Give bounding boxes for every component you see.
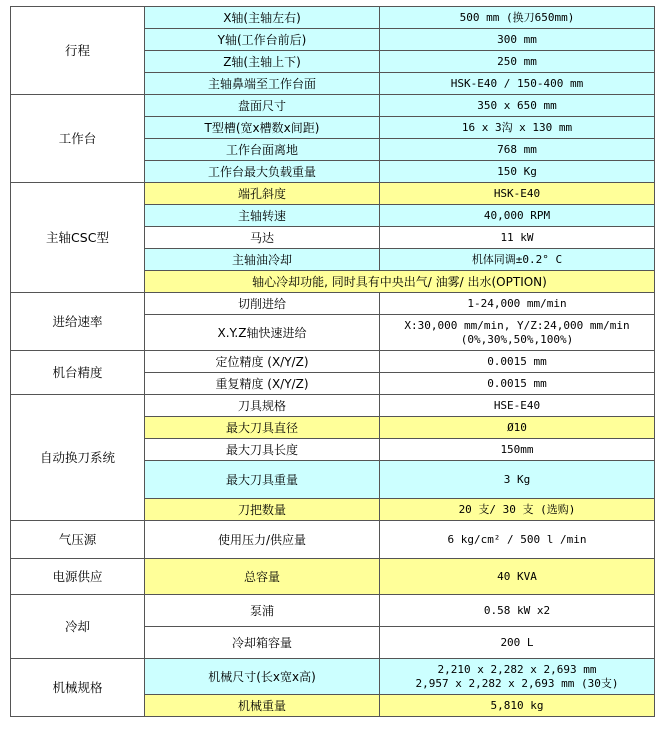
- spec-row: [11, 95, 655, 117]
- spec-value-cell: HSK-E40: [380, 183, 655, 205]
- spec-value-cell: [380, 659, 655, 695]
- spec-label-cell: 工作台面离地: [145, 139, 380, 161]
- spec-value-cell: Ø10: [380, 417, 655, 439]
- spec-value-cell: 200 L: [380, 627, 655, 659]
- spec-note-cell: 轴心冷却功能, 同时具有中央出气/ 油雾/ 出水(OPTION): [145, 271, 655, 293]
- spec-row: [11, 521, 655, 559]
- spec-row: [11, 595, 655, 627]
- spec-row: [11, 659, 655, 695]
- spec-label-cell: 切削进给: [145, 293, 380, 315]
- spec-value-cell: 1-24,000 mm/min: [380, 293, 655, 315]
- spec-value-cell: 6 kg/cm² / 500 l /min: [380, 521, 655, 559]
- category-cell: 行程: [11, 7, 145, 95]
- spec-label-cell: 端孔斜度: [145, 183, 380, 205]
- spec-value-cell: 5,810 kg: [380, 695, 655, 717]
- category-cell: 机台精度: [11, 351, 145, 395]
- spec-row: [11, 351, 655, 373]
- spec-value-cell: 0.0015 mm: [380, 373, 655, 395]
- spec-table: [10, 6, 655, 717]
- category-cell: 机械规格: [11, 659, 145, 717]
- spec-value-cell: 350 x 650 mm: [380, 95, 655, 117]
- spec-value-cell: 3 Kg: [380, 461, 655, 499]
- spec-value-cell: 150 Kg: [380, 161, 655, 183]
- spec-value-cell: [380, 315, 655, 351]
- spec-label-cell: 主轴转速: [145, 205, 380, 227]
- spec-label-cell: 最大刀具长度: [145, 439, 380, 461]
- spec-value-line: 2,957 x 2,282 x 2,693 mm (30支): [415, 676, 619, 690]
- category-cell: 冷却: [11, 595, 145, 659]
- spec-label-cell: X.Y.Z轴快速进给: [145, 315, 380, 351]
- category-cell: 自动换刀系统: [11, 395, 145, 521]
- spec-value-cell: 40,000 RPM: [380, 205, 655, 227]
- spec-row: [11, 7, 655, 29]
- spec-value-cell: HSK-E40 / 150-400 mm: [380, 73, 655, 95]
- spec-label-cell: 最大刀具重量: [145, 461, 380, 499]
- spec-value-cell: 300 mm: [380, 29, 655, 51]
- spec-value-cell: 机体同调±0.2° C: [380, 249, 655, 271]
- spec-value-cell: 11 kW: [380, 227, 655, 249]
- spec-table-body: [11, 7, 655, 717]
- spec-value-cell: 250 mm: [380, 51, 655, 73]
- category-cell: 主轴CSC型: [11, 183, 145, 293]
- spec-label-cell: 使用压力/供应量: [145, 521, 380, 559]
- spec-value-line: 2,210 x 2,282 x 2,693 mm: [437, 662, 597, 676]
- spec-value-cell: 0.58 kW x2: [380, 595, 655, 627]
- spec-label-cell: 工作台最大负载重量: [145, 161, 380, 183]
- spec-label-cell: 马达: [145, 227, 380, 249]
- category-cell: 进给速率: [11, 293, 145, 351]
- spec-label-cell: 刀具规格: [145, 395, 380, 417]
- spec-row: [11, 293, 655, 315]
- spec-label-cell: 机械重量: [145, 695, 380, 717]
- spec-label-cell: 机械尺寸(长x宽x高): [145, 659, 380, 695]
- spec-value-cell: 20 支/ 30 支 (选购): [380, 499, 655, 521]
- spec-label-cell: 盘面尺寸: [145, 95, 380, 117]
- spec-label-cell: Y轴(工作台前后): [145, 29, 380, 51]
- spec-label-cell: 总容量: [145, 559, 380, 595]
- spec-value-cell: 500 mm (换刀650mm): [380, 7, 655, 29]
- spec-label-cell: 主轴鼻端至工作台面: [145, 73, 380, 95]
- spec-value-cell: 40 KVA: [380, 559, 655, 595]
- category-cell: 工作台: [11, 95, 145, 183]
- spec-value-cell: HSE-E40: [380, 395, 655, 417]
- spec-value-line: X:30,000 mm/min, Y/Z:24,000 mm/min: [404, 318, 630, 332]
- spec-label-cell: 冷却箱容量: [145, 627, 380, 659]
- spec-label-cell: Z轴(主轴上下): [145, 51, 380, 73]
- spec-label-cell: 最大刀具直径: [145, 417, 380, 439]
- spec-label-cell: 重复精度 (X/Y/Z): [145, 373, 380, 395]
- spec-label-cell: 主轴油冷却: [145, 249, 380, 271]
- spec-value-cell: 0.0015 mm: [380, 351, 655, 373]
- spec-row: [11, 183, 655, 205]
- category-cell: 电源供应: [11, 559, 145, 595]
- spec-value-line: (0%,30%,50%,100%): [460, 332, 574, 346]
- spec-value-cell: 150mm: [380, 439, 655, 461]
- category-cell: 气压源: [11, 521, 145, 559]
- spec-label-cell: 定位精度 (X/Y/Z): [145, 351, 380, 373]
- spec-label-cell: X轴(主轴左右): [145, 7, 380, 29]
- spec-label-cell: 刀把数量: [145, 499, 380, 521]
- spec-label-cell: 泵浦: [145, 595, 380, 627]
- spec-value-cell: 16 x 3沟 x 130 mm: [380, 117, 655, 139]
- spec-label-cell: T型槽(宽x槽数x间距): [145, 117, 380, 139]
- spec-row: [11, 559, 655, 595]
- spec-value-cell: 768 mm: [380, 139, 655, 161]
- spec-row: [11, 395, 655, 417]
